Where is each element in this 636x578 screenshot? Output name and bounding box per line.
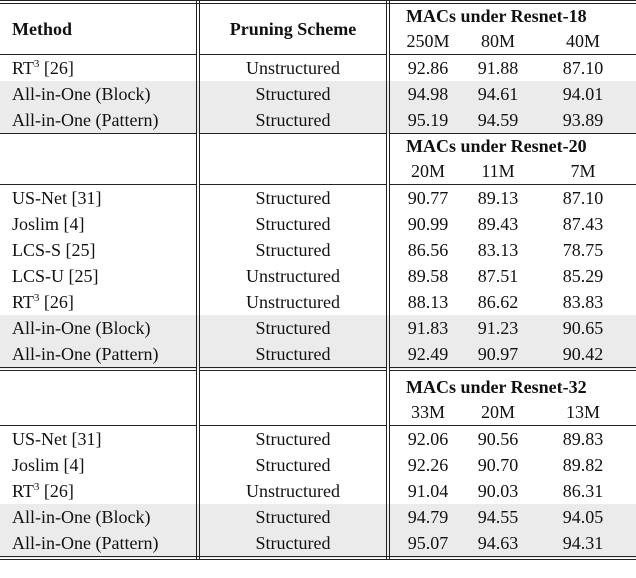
macs-label: 250M (406, 31, 450, 51)
method-sup: 3 (33, 58, 40, 70)
method-ref: [26] (39, 292, 74, 312)
scheme-cell: Structured (198, 81, 388, 107)
accuracy-cell: 94.63 (466, 530, 530, 558)
accuracy-cell: 94.05 (530, 504, 636, 530)
accuracy-cell: 90.42 (530, 341, 636, 369)
accuracy-cell: 89.82 (562, 455, 604, 475)
table-row (0, 478, 636, 504)
method-header (0, 134, 198, 185)
accuracy-cell: 90.99 (407, 214, 449, 234)
accuracy-cell: 78.75 (562, 240, 604, 260)
scheme-cell: Structured (198, 504, 388, 530)
method-cell (0, 478, 198, 504)
scheme-cell: Structured (198, 237, 388, 263)
table-row (0, 237, 636, 263)
accuracy-cell: 94.61 (466, 81, 530, 107)
accuracy-cell: 87.51 (477, 266, 519, 286)
table-row (0, 504, 636, 530)
accuracy-cell: 87.10 (530, 55, 636, 82)
table-row (0, 315, 636, 341)
scheme-cell: Unstructured (198, 55, 388, 82)
method-cell: All-in-One (Pattern) (0, 107, 198, 134)
macs-label: 7M (570, 161, 596, 181)
accuracy-cell: 90.70 (477, 455, 519, 475)
accuracy-cell: 91.83 (388, 315, 466, 341)
table-row (0, 289, 636, 315)
method-header: Method (0, 2, 198, 55)
accuracy-cell: 92.06 (388, 426, 466, 453)
accuracy-cell: 86.62 (477, 292, 519, 312)
method-method: RT (12, 58, 34, 78)
accuracy-cell: 94.31 (530, 530, 636, 558)
method-sup: 3 (33, 481, 40, 493)
section-title: MACs under Resnet-18 (388, 2, 636, 29)
macs-label: 33M (410, 402, 445, 422)
section-title: MACs under Resnet-32 (388, 369, 636, 400)
table-row (0, 55, 636, 82)
accuracy-cell: 89.43 (477, 214, 519, 234)
section-header-row (0, 369, 636, 400)
method-cell: US-Net [31] (0, 185, 198, 212)
accuracy-cell: 87.10 (530, 185, 636, 212)
accuracy-cell: 91.23 (466, 315, 530, 341)
accuracy-cell: 94.79 (388, 504, 466, 530)
accuracy-cell: 89.83 (530, 426, 636, 453)
accuracy-cell: 92.49 (388, 341, 466, 369)
scheme-header (198, 134, 388, 185)
accuracy-cell: 94.01 (530, 81, 636, 107)
accuracy-cell: 89.58 (407, 266, 449, 286)
method-method: RT (12, 292, 34, 312)
macs-label: 20M (410, 161, 445, 181)
method-cell: US-Net [31] (0, 426, 198, 453)
accuracy-cell: 92.26 (407, 455, 449, 475)
table-row (0, 426, 636, 453)
scheme-cell: Structured (198, 426, 388, 453)
scheme-cell: Unstructured (198, 478, 388, 504)
table-row (0, 211, 636, 237)
scheme-cell: Structured (198, 452, 388, 478)
table-row (0, 81, 636, 107)
accuracy-cell: 90.03 (477, 481, 519, 501)
accuracy-cell: 85.29 (562, 266, 604, 286)
accuracy-cell: 93.89 (530, 107, 636, 134)
accuracy-cell: 95.07 (388, 530, 466, 558)
scheme-cell: Structured (198, 530, 388, 558)
scheme-cell: Structured (198, 211, 388, 237)
macs-label: 80M (480, 31, 515, 51)
method-cell: All-in-One (Pattern) (0, 530, 198, 558)
macs-label: 20M (480, 402, 515, 422)
macs-label: 13M (565, 402, 600, 422)
method-ref: [26] (39, 58, 74, 78)
scheme-header (198, 369, 388, 426)
table-row (0, 341, 636, 369)
section-header-row (0, 134, 636, 160)
method-cell: All-in-One (Block) (0, 81, 198, 107)
table-row (0, 185, 636, 212)
method-sup: 3 (33, 292, 40, 304)
section-title: MACs under Resnet-20 (388, 134, 636, 160)
scheme-cell: Unstructured (198, 289, 388, 315)
scheme-header: Pruning Scheme (198, 2, 388, 55)
macs-label: 11M (481, 161, 515, 181)
method-cell (0, 55, 198, 82)
accuracy-cell: 83.13 (477, 240, 519, 260)
method-ref: [26] (39, 481, 74, 501)
accuracy-cell: 88.13 (407, 292, 449, 312)
table-row (0, 107, 636, 134)
scheme-cell: Structured (198, 341, 388, 369)
accuracy-cell: 90.77 (388, 185, 466, 212)
method-method: RT (12, 481, 34, 501)
accuracy-cell: 89.13 (466, 185, 530, 212)
method-cell: All-in-One (Block) (0, 504, 198, 530)
accuracy-cell: 90.56 (466, 426, 530, 453)
macs-label: 40M (565, 31, 600, 51)
scheme-cell: Unstructured (198, 263, 388, 289)
method-cell (0, 289, 198, 315)
accuracy-cell: 95.19 (388, 107, 466, 134)
table-row (0, 263, 636, 289)
scheme-cell: Structured (198, 185, 388, 212)
accuracy-cell: 86.31 (562, 481, 604, 501)
method-cell: All-in-One (Block) (0, 315, 198, 341)
accuracy-cell: 94.59 (466, 107, 530, 134)
method-cell: All-in-One (Pattern) (0, 341, 198, 369)
method-cell: Joslim [4] (0, 211, 198, 237)
accuracy-cell: 87.43 (562, 214, 604, 234)
scheme-cell: Structured (198, 107, 388, 134)
accuracy-cell: 94.55 (466, 504, 530, 530)
accuracy-cell: 86.56 (407, 240, 449, 260)
accuracy-cell: 90.97 (466, 341, 530, 369)
scheme-cell: Structured (198, 315, 388, 341)
method-cell: Joslim [4] (0, 452, 198, 478)
accuracy-cell: 92.86 (388, 55, 466, 82)
accuracy-cell: 83.83 (562, 292, 604, 312)
method-cell: LCS-U [25] (0, 263, 198, 289)
method-cell: LCS-S [25] (0, 237, 198, 263)
accuracy-cell: 94.98 (388, 81, 466, 107)
accuracy-cell: 91.88 (466, 55, 530, 82)
table-row (0, 530, 636, 558)
method-header (0, 369, 198, 426)
accuracy-cell: 91.04 (407, 481, 449, 501)
table-row (0, 452, 636, 478)
section-header-row (0, 2, 636, 29)
accuracy-cell: 90.65 (530, 315, 636, 341)
